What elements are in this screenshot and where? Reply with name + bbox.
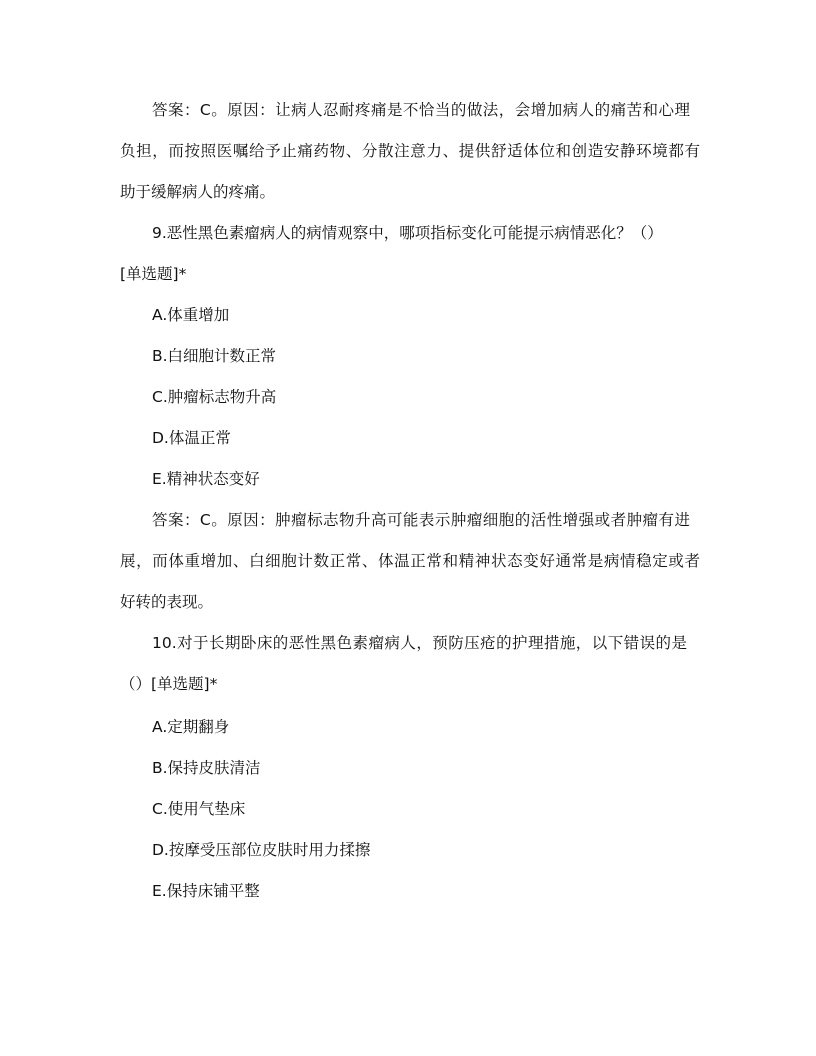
question-10-option-c: C.使用气垫床 <box>152 800 246 818</box>
question-10-option-d: D.按摩受压部位皮肤时用力揉擦 <box>152 841 371 859</box>
question-10-type: （）[单选题]* <box>120 675 218 693</box>
answer-9-line-2: 展，而体重增加、白细胞计数正常、体温正常和精神状态变好通常是病情稳定或者 <box>120 552 700 570</box>
question-10-option-b: B.保持皮肤清洁 <box>152 759 261 777</box>
question-10-option-a: A.定期翻身 <box>152 718 230 736</box>
question-9-type: [单选题]* <box>120 265 187 283</box>
question-9-option-d: D.体温正常 <box>152 429 231 447</box>
question-9-text: 9.恶性黑色素瘤病人的病情观察中，哪项指标变化可能提示病情恶化？（） <box>152 224 663 242</box>
question-9-option-e: E.精神状态变好 <box>152 470 260 488</box>
question-9-option-c: C.肿瘤标志物升高 <box>152 388 277 406</box>
answer-9-line-3: 好转的表现。 <box>120 593 214 611</box>
answer-8-line-3: 助于缓解病人的疼痛。 <box>120 183 276 201</box>
answer-8-line-2: 负担，而按照医嘱给予止痛药物、分散注意力、提供舒适体位和创造安静环境都有 <box>120 142 700 160</box>
question-10-text: 10.对于长期卧床的恶性黑色素瘤病人，预防压疮的护理措施，以下错误的是 <box>152 634 687 652</box>
question-9-option-b: B.白细胞计数正常 <box>152 347 277 365</box>
answer-9-line-1: 答案：C。原因：肿瘤标志物升高可能表示肿瘤细胞的活性增强或者肿瘤有进 <box>152 511 690 529</box>
answer-8-line-1: 答案：C。原因：让病人忍耐疼痛是不恰当的做法，会增加病人的痛苦和心理 <box>152 101 690 119</box>
question-10-option-e: E.保持床铺平整 <box>152 882 260 900</box>
question-9-option-a: A.体重增加 <box>152 306 230 324</box>
